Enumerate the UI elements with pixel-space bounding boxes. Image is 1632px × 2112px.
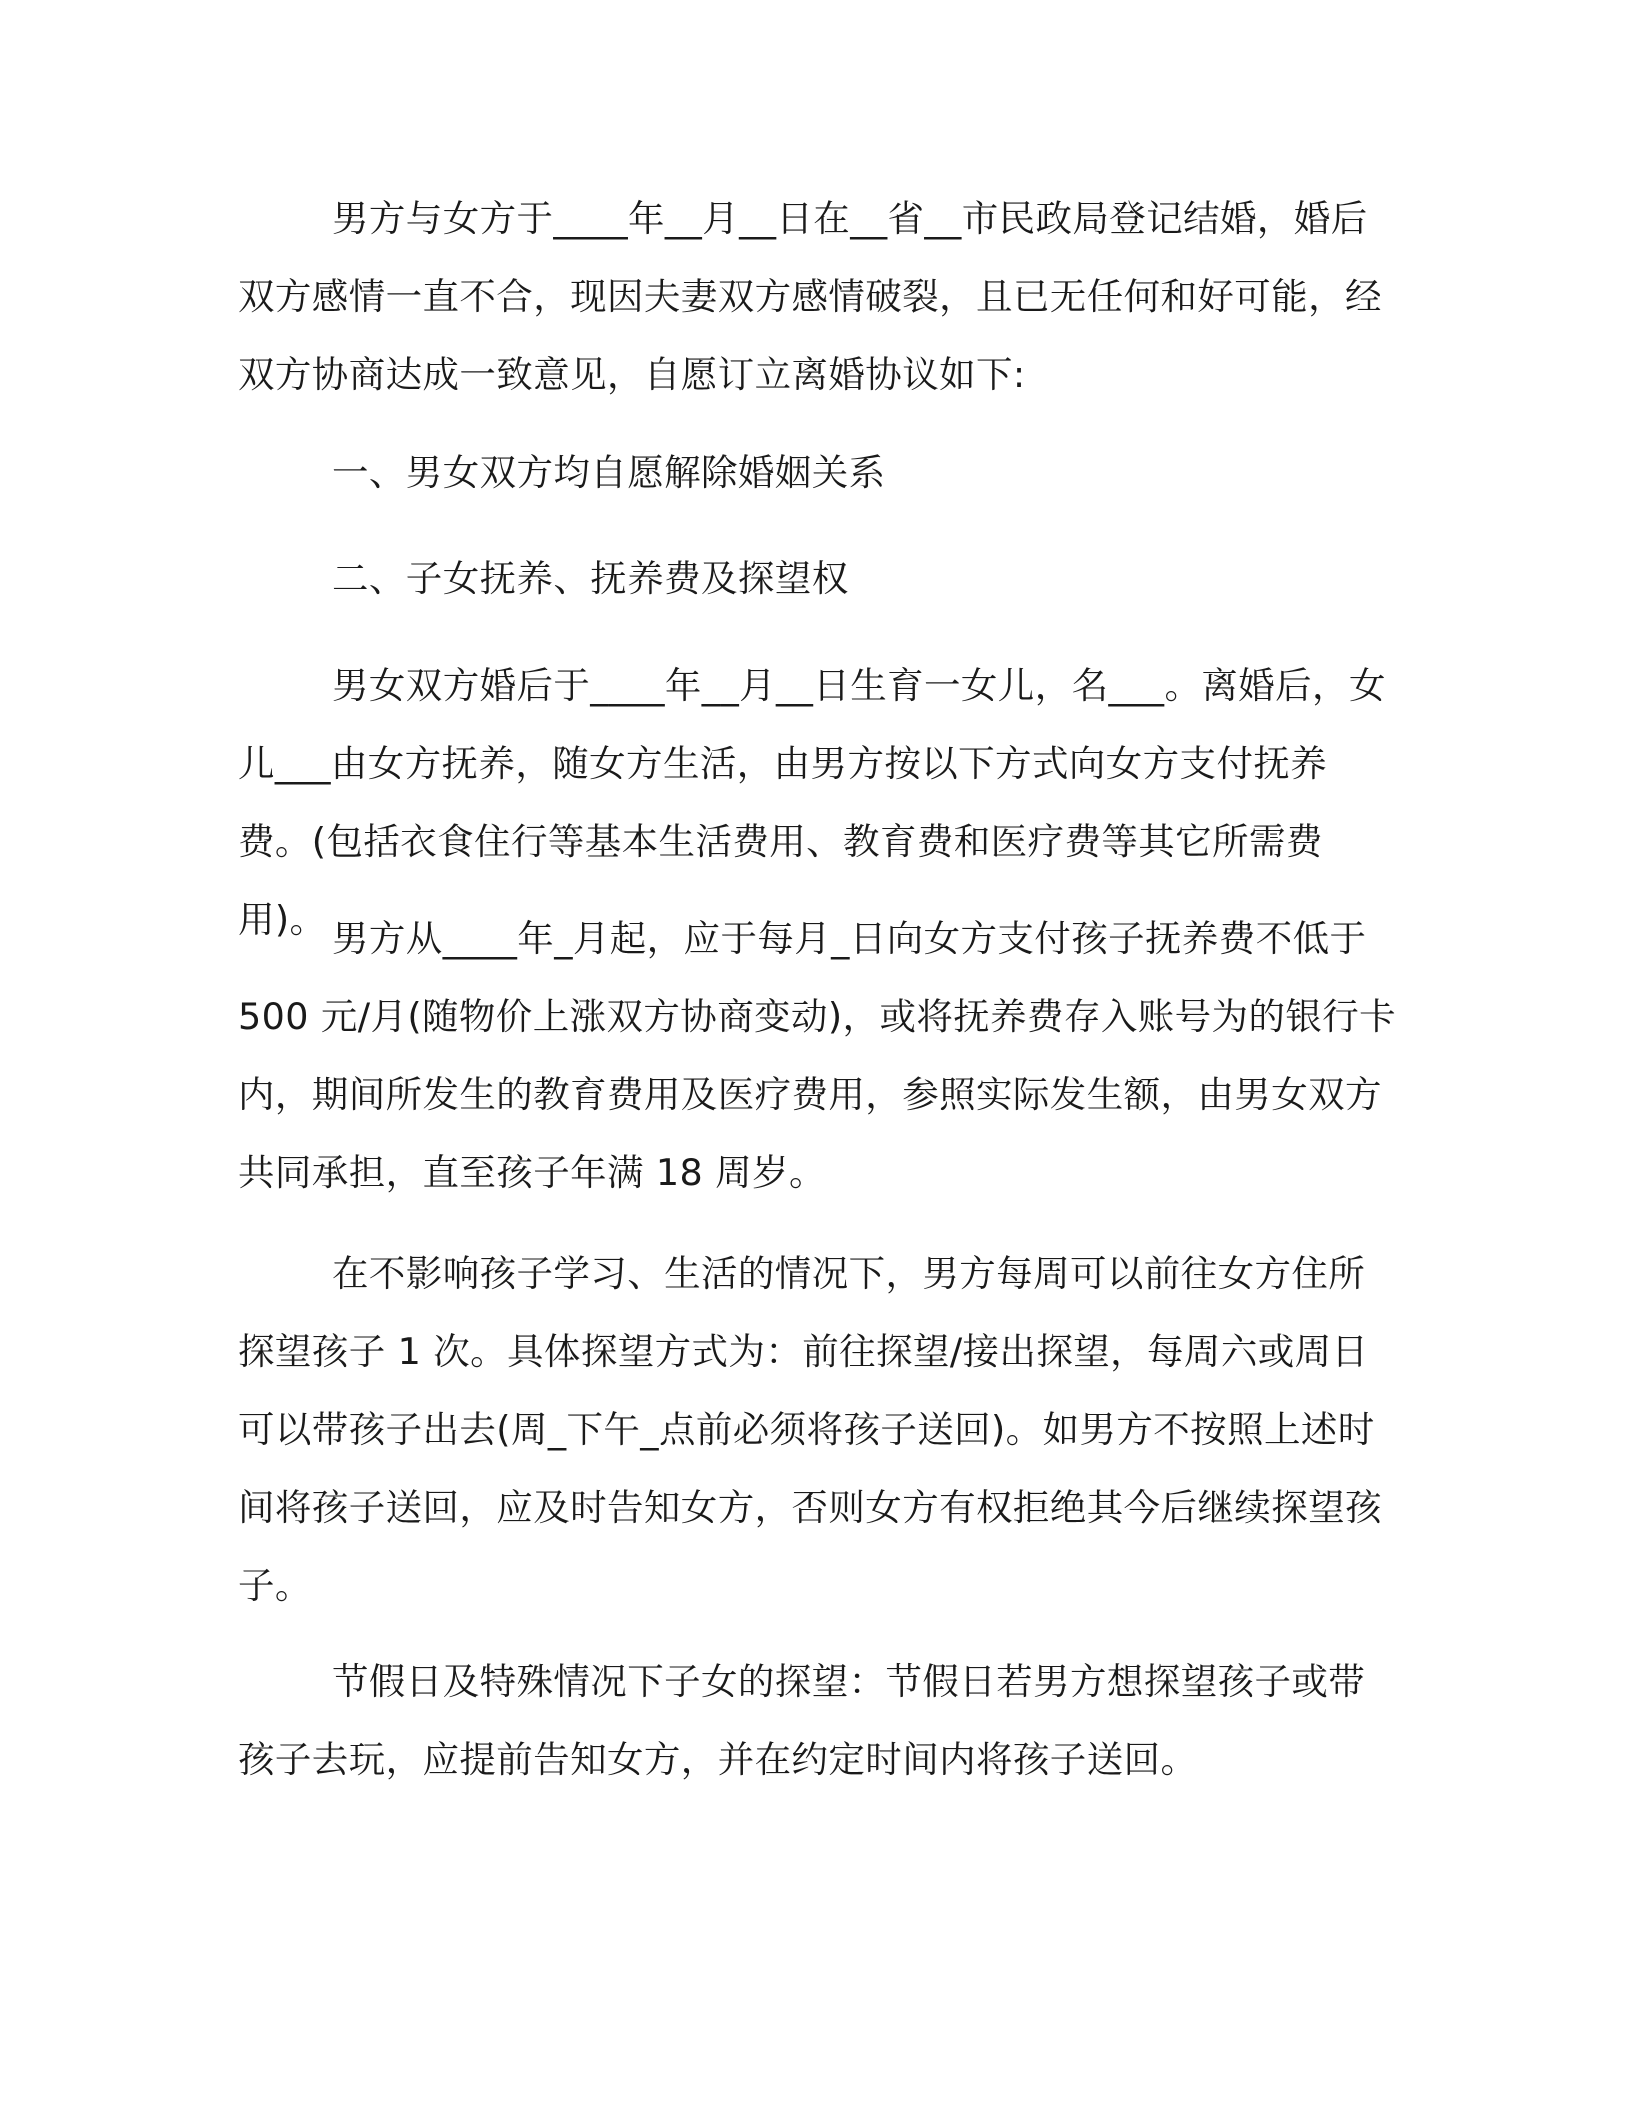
- paragraph-visitation: 在不影响孩子学习、生活的情况下，男方每周可以前往女方住所探望孩子 1 次。具体探望方式为：前往探望/接出探望，每周六或周日可以带孩子出去(周_下午_点前必须将孩子送回)。如男方不按照上述时间将孩子送回，应及时告知女方，否则女方有权拒绝其今后继续探望孩子。: [238, 1252, 1382, 1607]
- paragraph-holiday-visitation: 节假日及特殊情况下子女的探望：节假日若男方想探望孩子或带孩子去玩，应提前告知女方，并在约定时间内将孩子送回。: [238, 1660, 1366, 1781]
- paragraph-child-custody: 男女双方婚后于____年__月__日生育一女儿，名___。离婚后，女儿___由女方抚养，随女方生活，由男方按以下方式向女方支付抚养费。(包括衣食住行等基本生活费用、教育费和医疗费等其它所需费用)。: [238, 664, 1386, 941]
- clause-one-heading: 一、男女双方均自愿解除婚姻关系: [332, 451, 886, 494]
- paragraph-marriage-registration: 男方与女方于____年__月__日在__省__市民政局登记结婚，婚后双方感情一直不合，现因夫妻双方感情破裂，且已无任何和好可能，经双方协商达成一致意见，自愿订立离婚协议如下:: [238, 197, 1382, 396]
- clause-two-heading: 二、子女抚养、抚养费及探望权: [332, 557, 849, 600]
- paragraph-child-support: 男方从____年_月起，应于每月_日向女方支付孩子抚养费不低于 500 元/月(随物价上涨双方协商变动)，或将抚养费存入账号为的银行卡内，期间所发生的教育费用及医疗费用，参照实际发生额，由男女双方共同承担，直至孩子年满 18 周岁。: [238, 917, 1397, 1194]
